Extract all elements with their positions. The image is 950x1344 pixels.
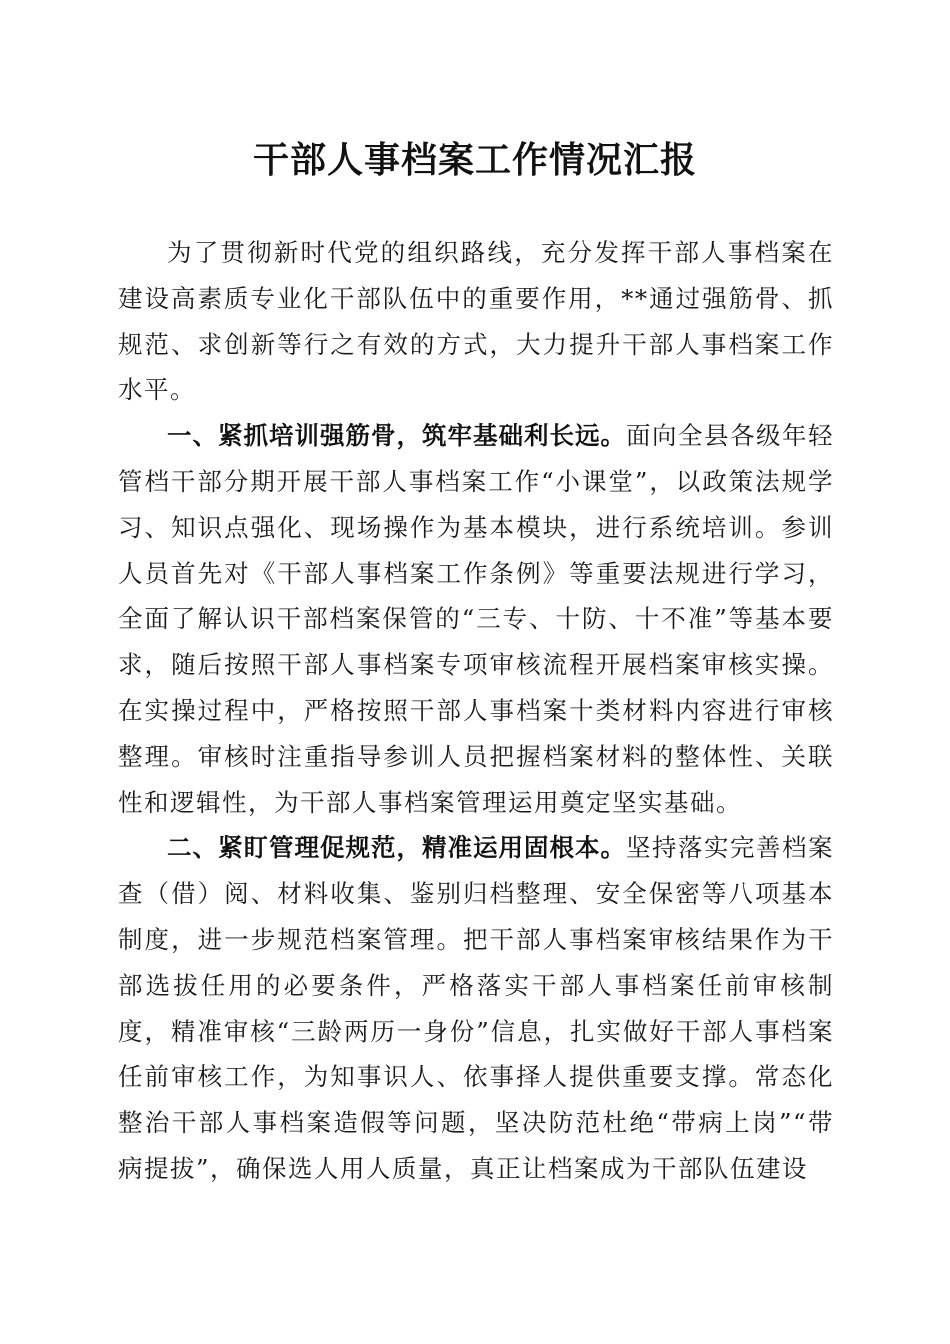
paragraph-text: 坚持落实完善档案查（借）阅、材料收集、鉴别归档整理、安全保密等八项基本制度，进一步规范档案管理。把干部人事档案审核结果作为干部选拔任用的必要条件，严格落实干部人事档案任前审核制度，精准审核“三龄两历一身份”信息，扎实做好干部人事档案任前审核工作，为知事识人、依事择人提供重要支撑。常态化整治干部人事档案造假等问题，坚决防范杜绝“带病上岗”“带病提拔”，确保选人用人质量，真正让档案成为干部队伍建设 (118, 833, 834, 1183)
section-heading: 二、紧盯管理促规范，精准运用固根本。 (167, 833, 626, 863)
section-heading: 一、紧抓培训强筋骨，筑牢基础利长远。 (167, 421, 626, 451)
intro-paragraph (118, 230, 834, 413)
section-one-paragraph (118, 413, 834, 825)
paragraph-text: 为了贯彻新时代党的组织路线，充分发挥干部人事档案在建设高素质专业化干部队伍中的重要作用，**通过强筋骨、抓规范、求创新等行之有效的方式，大力提升干部人事档案工作水平。 (118, 238, 834, 405)
document-body (118, 230, 834, 1192)
document-title: 干部人事档案工作情况汇报 (252, 139, 697, 181)
paragraph-text: 面向全县各级年轻管档干部分期开展干部人事档案工作“小课堂”，以政策法规学习、知识点强化、现场操作为基本模块，进行系统培训。参训人员首先对《干部人事档案工作条例》等重要法规进行学习，全面了解认识干部档案保管的“三专、十防、十不准”等基本要求，随后按照干部人事档案专项审核流程开展档案审核实操。在实操过程中，严格按照干部人事档案十类材料内容进行审核整理。审核时注重指导参训人员把握档案材料的整体性、关联性和逻辑性，为干部人事档案管理运用奠定坚实基础。 (118, 421, 834, 817)
section-two-paragraph (118, 825, 834, 1191)
